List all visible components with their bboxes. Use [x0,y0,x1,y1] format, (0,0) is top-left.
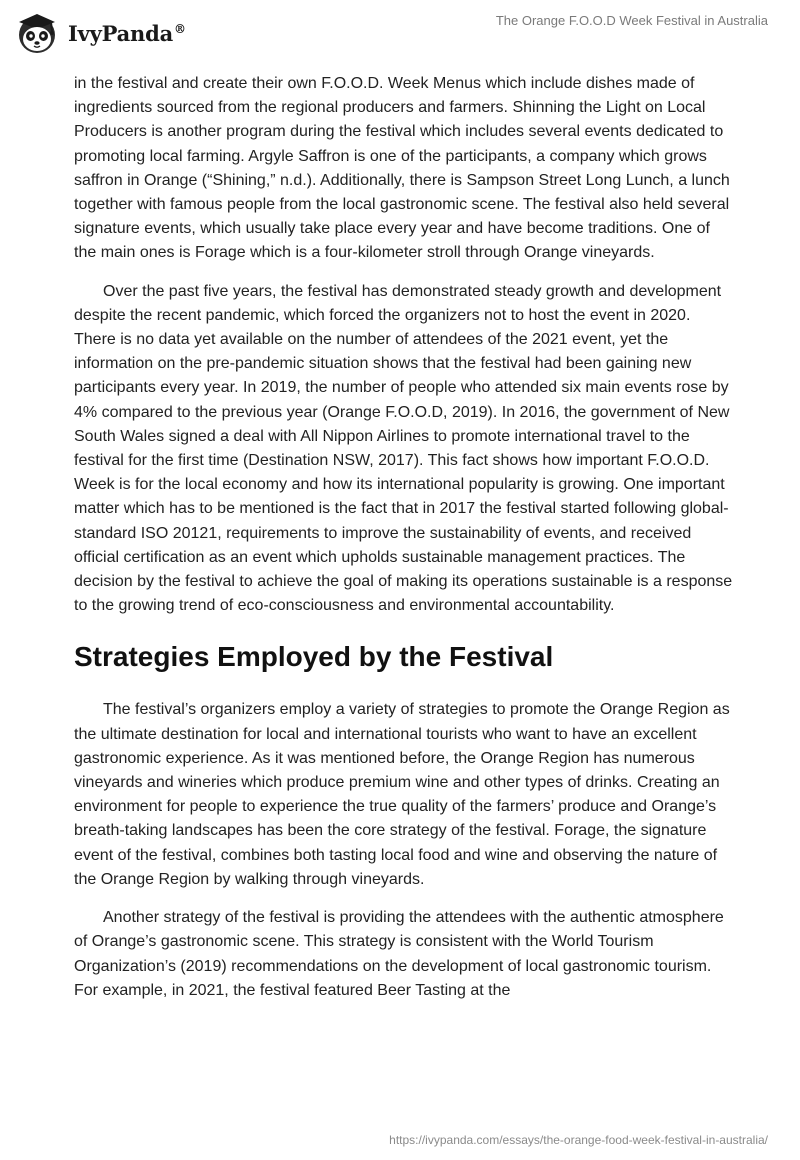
paragraph: in the festival and create their own F.O.O.D. Week Menus which include dishes made of ingredients sourced from the regional producers and farmers. Shinning the Light on Local Producers is another program during the festival which includes several events dedicated to promoting local farming. Argyle Saffron is one of the participants, a company which grows saffron in Orange (“Shining,” n.d.). Additionally, there is Sampson Street Long Lunch, a lunch together with famous people from the local gastronomic scene. The festival also held several signature events, which usually take place every year and have become traditions. One of the main ones is Forage which is a four-kilometer stroll through Orange vineyards. [74,75,730,262]
page-header [0,0,800,70]
paragraph: Another strategy of the festival is providing the attendees with the authentic atmosphere of Orange’s gastronomic scene. This strategy is consistent with the World Tourism Organization’s (2019) recommendations on the development of local gastronomic tourism. For example, in 2021, the festival featured Beer Tasting at the [74,909,724,999]
essay-content [74,72,734,1017]
panda-icon [14,10,60,56]
brand-name: IvyPanda® [68,20,186,46]
ivypanda-logo[interactable] [14,10,186,56]
document-title: The Orange F.O.O.D Week Festival in Australia [495,13,768,28]
source-url[interactable]: https://ivypanda.com/essays/the-orange-food-week-festival-in-australia/ [389,1133,768,1147]
section-heading: Strategies Employed by the Festival [74,641,554,673]
paragraph: Over the past five years, the festival has demonstrated steady growth and development despite the recent pandemic, which forced the organizers not to host the event in 2020. There is no data yet available on the number of attendees of the 2021 event, yet the information on the pre-pandemic situation shows that the festival had been gaining new participants every year. In 2019, the number of people who attended six main events rose by 4% compared to the previous year (Orange F.O.O.D, 2019). In 2016, the government of New South Wales signed a deal with All Nippon Airlines to promote international travel to the festival for the first time (Destination NSW, 2017). This fact shows how important F.O.O.D. Week is for the local economy and how its international popularity is growing. One important matter which has to be mentioned is the fact that in 2017 the festival started following global-standard ISO 20121, requirements to improve the sustainability of events, and received official certification as an event which upholds sustainable management practices. The decision by the festival to achieve the goal of making its operations sustainable is a response to the growing trend of eco-consciousness and environmental accountability. [74,282,733,615]
paragraph: The festival’s organizers employ a variety of strategies to promote the Orange Region as the ultimate destination for local and international tourists who want to have an excellent gastronomic experience. As it was mentioned before, the Orange Region has numerous vineyards and wineries which produce premium wine and other types of drinks. Creating an environment for people to experience the true quality of the farmers’ produce and Orange’s breath-taking landscapes has been the core strategy of the festival. Forage, the signature event of the festival, combines both tasting local food and wine and observing the nature of the Orange Region by walking through vineyards. [74,701,730,888]
